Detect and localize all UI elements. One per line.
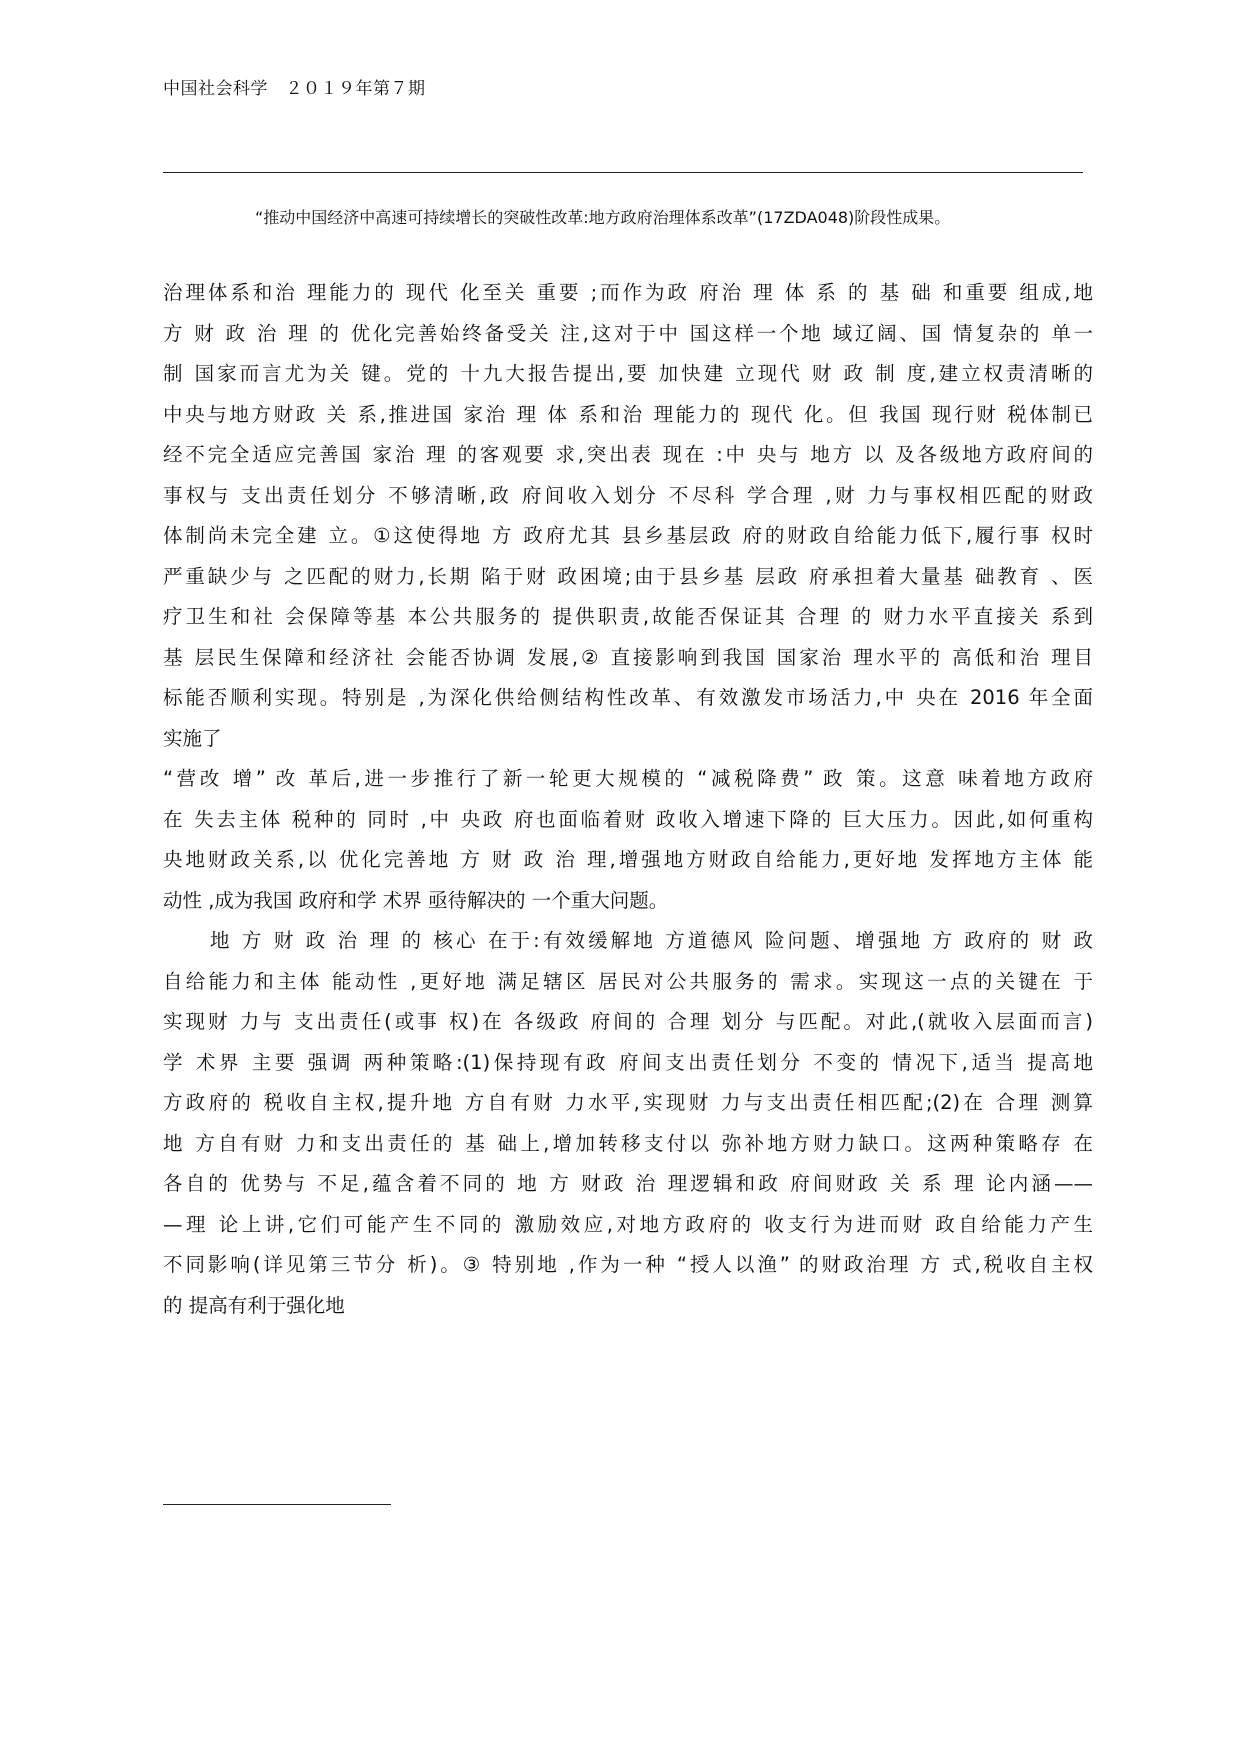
body-line: 的 提高有利于强化地: [163, 1293, 345, 1317]
body-line: 方政府的 税收自主权,提升地 方自有财 力水平,实现财 力与支出责任相匹配;(2)在 合理 测算: [163, 1091, 1093, 1114]
body-line: 严重缺少与 之匹配的财力,长期 陷于财 政困境;由于县乡基 层政 府承担着大量基 础教育 、医: [163, 564, 1093, 588]
body-line: 自给能力和主体 能动性 ,更好地 满足辖区 居民对公共服务的 需求。实现这一点的关键在 于: [163, 969, 1093, 993]
body-line: 方 财 政 治 理 的 优化完善始终备受关 注,这对于中 国这样一个地 域辽阔、国 情复杂的 单一: [163, 321, 1093, 345]
running-header: 中国社会科学 ２０１９年第７期: [163, 79, 426, 99]
body-line: 实现财 力与 支出责任(或事 权)在 各级政 府间的 合理 划分 与匹配。对此,(就收入层面而言): [163, 1010, 1093, 1033]
body-line: 地 方 财 政 治 理 的 核心 在于:有效缓解地 方道德风 险问题、增强地 方 政府的 财 政: [210, 929, 1093, 952]
body-line: 事权与 支出责任划分 不够清晰,政 府间收入划分 不尽科 学合理 ,财 力与事权相匹配的财政: [163, 483, 1093, 507]
body-line: 制 国家而言尤为关 键。党的 十九大报告提出,要 加快建 立现代 财 政 制 度,建立权责清晰的: [163, 362, 1093, 385]
body-line: —理 论上讲,它们可能产生不同的 激励效应,对地方政府的 收支行为进而财 政自给能力产生: [163, 1212, 1093, 1236]
body-line: 中央与地方财政 关 系,推进国 家治 理 体 系和治 理能力的 现代 化。但 我国 现行财 税体制已: [163, 402, 1093, 426]
body-line: 疗卫生和社 会保障等基 本公共服务的 提供职责,故能否保证其 合理 的 财力水平直接关 系到: [163, 605, 1093, 628]
header-rule: [163, 172, 1083, 173]
body-text: [163, 273, 1093, 1326]
body-line: 体制尚未完全建 立。①这使得地 方 政府尤其 县乡基层政 府的财政自给能力低下,履行事 权时: [163, 524, 1093, 547]
body-line: 动性 ,成为我国 政府和学 术界 亟待解决的 一个重大问题。: [163, 888, 669, 912]
body-line: 基 层民生保障和经济社 会能否协调 发展,② 直接影响到我国 国家治 理水平的 高低和治 理目: [163, 645, 1093, 669]
body-line: 在 失去主体 税种的 同时 ,中 央政 府也面临着财 政收入增速下降的 巨大压力。因此,如何重构: [163, 807, 1093, 831]
body-line: 经不完全适应完善国 家治 理 的客观要 求,突出表 现在 :中 央与 地方 以 及各级地方政府间的: [163, 443, 1093, 466]
funding-note: “推动中国经济中高速可持续增长的突破性改革:地方政府治理体系改革”(17ZDA048)阶段性成果。: [255, 208, 951, 227]
body-line: 不同影响(详见第三节分 析)。③ 特别地 ,作为一种 “授人以渔” 的财政治理 方 式,税收自主权: [163, 1253, 1093, 1276]
body-line: 标能否顺利实现。特别是 ,为深化供给侧结构性改革、有效激发市场活力,中 央在 2016 年全面: [163, 686, 1093, 709]
body-line: 央地财政关系,以 优化完善地 方 财 政 治 理,增强地方财政自给能力,更好地 发挥地方主体 能: [163, 848, 1093, 871]
body-line: 各自的 优势与 不足,蕴含着不同的 地 方 财政 治 理逻辑和政 府间财政 关 系 理 论内涵——: [163, 1172, 1093, 1195]
body-line: 学 术界 主要 强调 两种策略:(1)保持现有政 府间支出责任划分 不变的 情况下,适当 提高地: [163, 1050, 1093, 1074]
body-line: 地 方自有财 力和支出责任的 基 础上,增加转移支付以 弥补地方财力缺口。这两种策略存 在: [163, 1131, 1093, 1155]
body-line: 治理体系和治 理能力的 现代 化至关 重要 ;而作为政 府治 理 体 系 的 基 础 和重要 组成,地: [163, 281, 1093, 304]
body-line: 实施了: [163, 726, 222, 750]
footnote-rule: [163, 1504, 391, 1505]
body-line: “营改 增” 改 革后,进一步推行了新一轮更大规模的 “减税降费” 政 策。这意 味着地方政府: [163, 767, 1093, 790]
